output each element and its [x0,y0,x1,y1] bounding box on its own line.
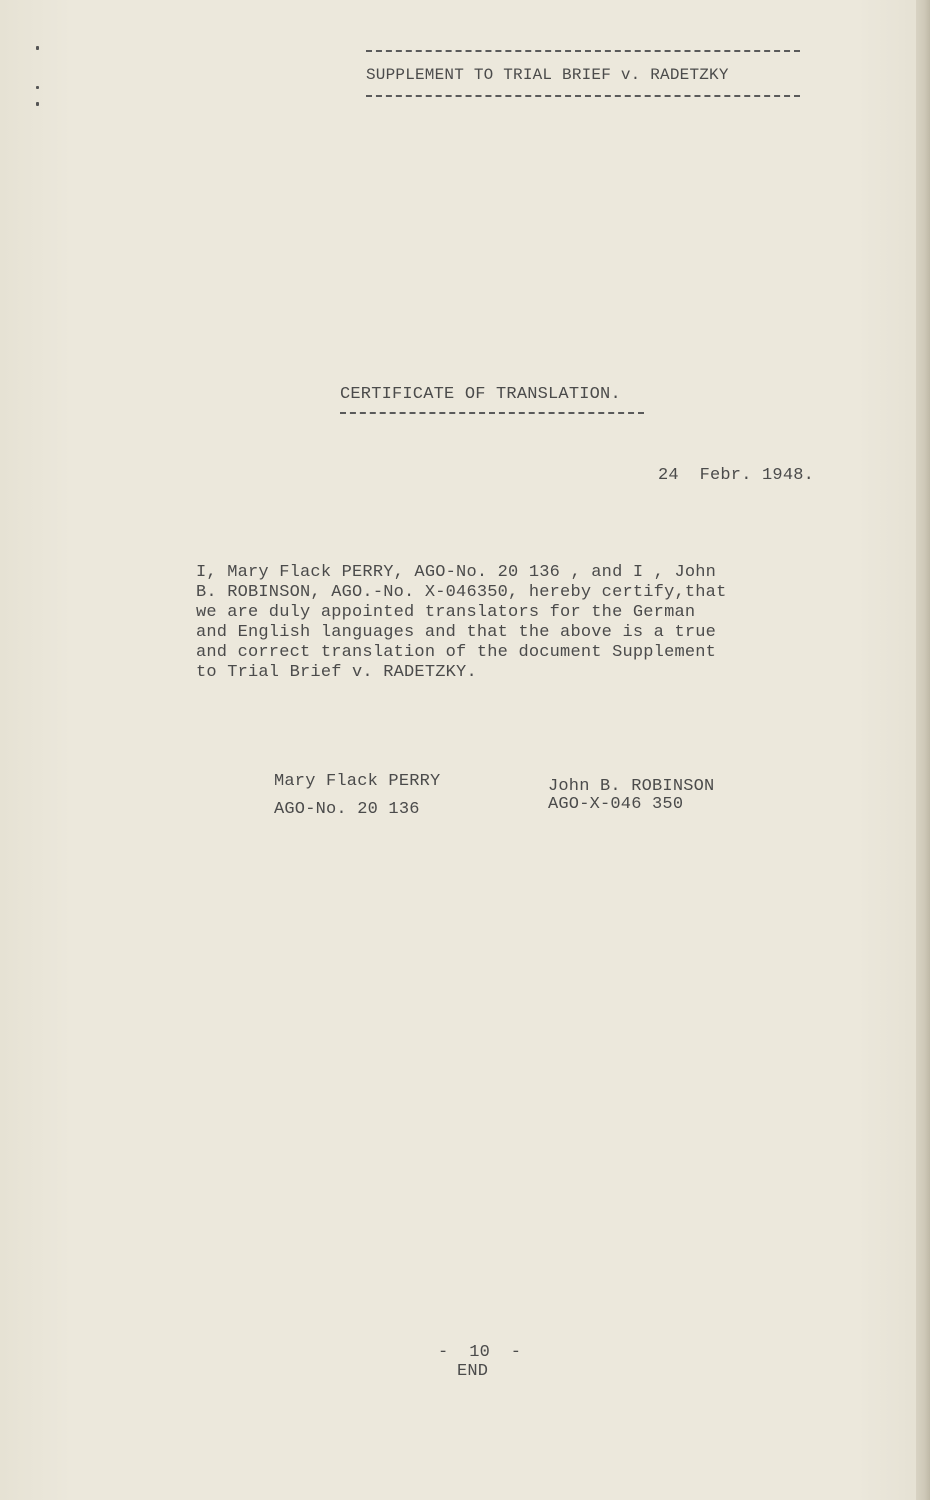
signature-right-name: John B. ROBINSON [548,777,715,796]
signature-left-ago: AGO-No. 20 136 [274,800,420,819]
body-line: B. ROBINSON, AGO.-No. X-046350, hereby certify,that [196,583,727,602]
header-rule-bottom [366,95,800,97]
punch-mark [36,102,39,106]
signature-left-name: Mary Flack PERRY [274,772,441,791]
body-line: we are duly appointed translators for the German [196,603,696,622]
body-line: and correct translation of the document Supplement [196,643,717,662]
certificate-date: 24 Febr. 1948. [658,466,815,485]
punch-mark [36,86,39,89]
signature-right-ago: AGO-X-046 350 [548,795,684,814]
body-line: to Trial Brief v. RADETZKY. [196,663,477,682]
page-edge-shadow [916,0,930,1500]
body-line: and English languages and that the above is a true [196,623,717,642]
header-rule-top [366,50,800,52]
page-number: - 10 - [438,1343,522,1362]
certificate-title: CERTIFICATE OF TRANSLATION. [340,385,621,404]
certificate-title-underline [340,412,644,414]
header-title: SUPPLEMENT TO TRIAL BRIEF v. RADETZKY [366,66,729,84]
punch-mark [36,46,39,50]
end-marker: END [457,1362,489,1381]
body-line: I, Mary Flack PERRY, AGO-No. 20 136 , and I , John [196,563,717,582]
